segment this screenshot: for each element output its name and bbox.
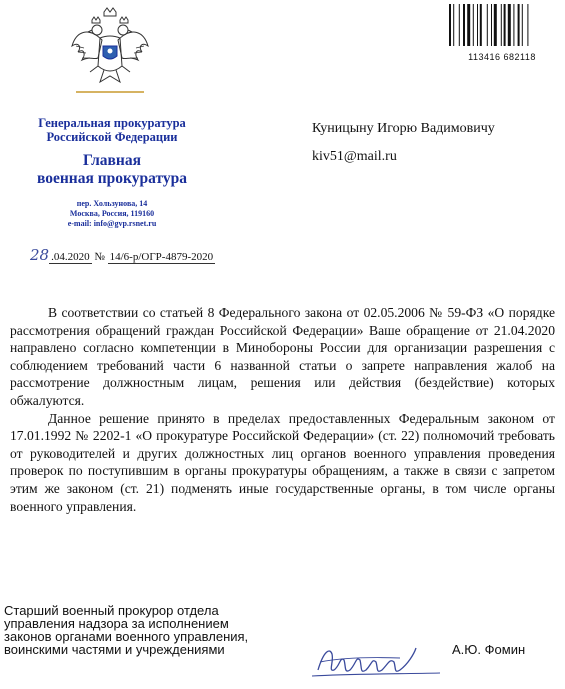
barcode-bar [491,4,492,46]
dept-name-line1: Главная [83,152,141,169]
barcode-bar [527,4,528,46]
barcode-bar [449,4,451,46]
barcode-number: 113416 682118 [468,52,536,62]
barcode-bar [453,4,454,46]
reference-number: 14/6-р/ОГР-4879-2020 [109,251,214,263]
body-paragraph-2: Данное решение принято в пределах предоставленных Федеральным законом от 17.01.1992 № 2202-1 «О прокуратуре Российской Федерации» (ст. 22) полномочий требовать от руководителей и других должностных лиц органов военного управления проведения проверок по поступившим в органы прокуратуры обращениям, а также в связи с запретом этим же законом (ст. 21) подменять иные государственные органы, в том числе органы военного управления. [10,410,555,514]
recipient-email: kiv51@mail.ru [312,149,397,164]
reference-number-sign: № [94,251,105,263]
barcode-bar [522,4,523,46]
handwritten-signature [310,640,445,682]
signer-title-line4: воинскими частями и учреждениями [4,642,225,657]
barcode-bar [459,4,460,46]
barcode-bars [448,4,556,46]
signer-title-line2: управления надзора за исполнением [4,616,229,631]
signer-title-line3: законов органами военного управления, [4,629,249,644]
barcode [448,4,556,62]
reference-date: .04.2020 [51,251,90,263]
address-email: e-mail: info@gvp.rsnet.ru [67,219,157,228]
recipient-name: Куницыну Игорю Вадимовичу [312,121,495,136]
barcode-bar [463,4,465,46]
letterhead-org [14,116,210,144]
address-line1: пер. Хользунова, 14 [76,199,148,208]
body-paragraph-1: В соответствии со статьей 8 Федерального закона от 02.05.2006 № 59-ФЗ «О порядке рассмотрения обращений граждан Российской Федерации» Ваше обращение от 21.04.2020 направлено согласно компетенции в Минобороны России для организации разрешения с соблюдением требований части 6 названной статьи о запрете направления жалоб на рассмотрение должностным лицам, решения или действия (бездействие) которых обжалуются. [10,305,555,408]
letterhead-address [14,199,210,229]
barcode-bar [487,4,488,46]
barcode-bar [477,4,478,46]
barcode-bar [480,4,482,46]
barcode-bar [518,4,520,46]
letter-body [10,304,555,515]
dept-name-line2: военная прокуратура [36,170,188,187]
barcode-bar [508,4,511,46]
barcode-bar [494,4,497,46]
reference-day-handwritten: 28 [30,246,50,264]
letterhead-department [14,152,210,188]
org-name-line1: Генеральная прокуратура [38,116,186,130]
barcode-bar [467,4,470,46]
address-line2: Москва, Россия, 119160 [69,209,155,218]
signer-name: А.Ю. Фомин [452,642,526,657]
barcode-bar [504,4,506,46]
barcode-bar [513,4,514,46]
org-name-line2: Российской Федерации [46,130,178,144]
barcode-bar [473,4,474,46]
signer-title-line1: Старший военный прокурор отдела [4,603,219,618]
barcode-bar [501,4,502,46]
reference-line [30,248,215,264]
signer-title [4,604,304,656]
coat-of-arms-emblem [68,6,152,98]
